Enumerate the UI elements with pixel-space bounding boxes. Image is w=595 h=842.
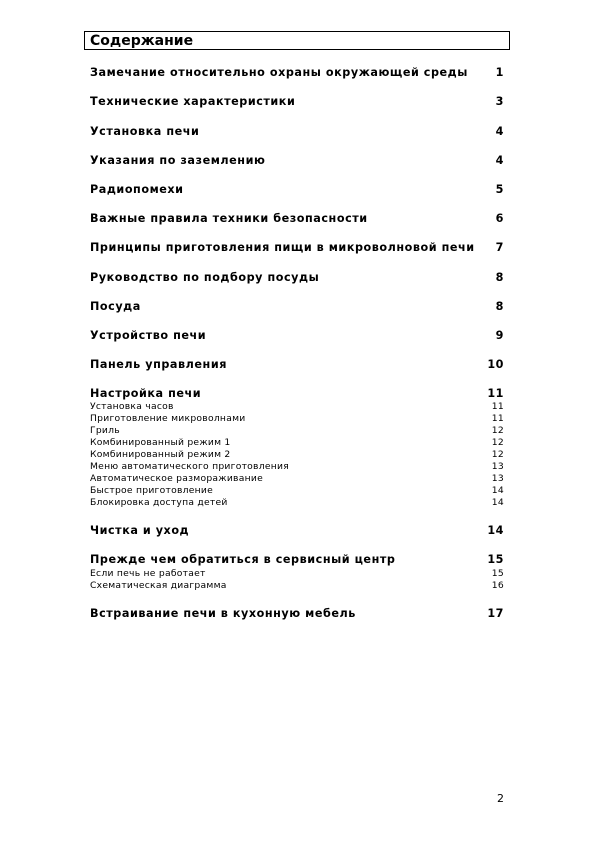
toc-entry-page: 15 <box>491 568 504 579</box>
toc-entry-page: 4 <box>495 125 504 138</box>
toc-entry-page: 16 <box>491 580 504 591</box>
toc-entry-page: 11 <box>491 413 504 424</box>
toc-entry-page: 11 <box>491 401 504 412</box>
toc-entry-page: 8 <box>495 271 504 284</box>
toc-entry-page: 15 <box>487 553 504 566</box>
toc-entry-label: Меню автоматического приготовления <box>90 461 289 472</box>
toc-entry-page: 9 <box>495 329 504 342</box>
toc-entry-page: 5 <box>495 183 504 196</box>
toc-entry-label: Гриль <box>90 425 120 436</box>
toc-entry-page: 17 <box>487 607 504 620</box>
toc-entry-page: 4 <box>495 154 504 167</box>
toc-entry-page: 7 <box>495 241 504 254</box>
toc-entry-label: Схематическая диаграмма <box>90 580 227 591</box>
toc-entry-label: Настройка печи <box>90 387 202 400</box>
toc-entry-page: 14 <box>491 485 504 496</box>
toc-entry-page: 12 <box>491 425 504 436</box>
toc-entry-page: 3 <box>495 95 504 108</box>
toc-entry-label: Установка часов <box>90 401 174 412</box>
toc-entry-label: Руководство по подбору посуды <box>90 271 320 284</box>
toc-entry-page: 1 <box>495 66 504 79</box>
toc-entry-label: Технические характеристики <box>90 95 296 108</box>
toc-entry-label: Панель управления <box>90 358 227 371</box>
toc-entry-label: Замечание относительно охраны окружающей среды <box>90 66 468 79</box>
toc-entry-label: Автоматическое размораживание <box>90 473 263 484</box>
toc-title-box <box>84 31 510 50</box>
toc-entry-label: Важные правила техники безопасности <box>90 212 368 225</box>
toc-entry-label: Прежде чем обратиться в сервисный центр <box>90 553 396 566</box>
toc-title: Содержание <box>90 33 194 49</box>
toc-entry-page: 12 <box>491 437 504 448</box>
toc-entry-label: Указания по заземлению <box>90 154 266 167</box>
toc-entry-page: 14 <box>487 524 504 537</box>
toc-entry-label: Блокировка доступа детей <box>90 497 228 508</box>
toc-entry-label: Если печь не работает <box>90 568 206 579</box>
toc-entry-label: Устройство печи <box>90 329 207 342</box>
toc-entry-page: 13 <box>491 461 504 472</box>
toc-entry-label: Принципы приготовления пищи в микроволновой печи <box>90 241 475 254</box>
toc-entry-label: Комбинированный режим 1 <box>90 437 231 448</box>
toc-entry-page: 6 <box>495 212 504 225</box>
toc-entry-page: 12 <box>491 449 504 460</box>
toc-entry-label: Радиопомехи <box>90 183 184 196</box>
toc-entry-label: Приготовление микроволнами <box>90 413 246 424</box>
toc-entry-page: 10 <box>487 358 504 371</box>
toc-entry-label: Встраивание печи в кухонную мебель <box>90 607 356 620</box>
toc-entry-label: Установка печи <box>90 125 200 138</box>
toc-entry-label: Быстрое приготовление <box>90 485 214 496</box>
toc-entry-label: Посуда <box>90 300 141 313</box>
toc-entry-page: 8 <box>495 300 504 313</box>
toc-entry-page: 14 <box>491 497 504 508</box>
toc-entry-label: Чистка и уход <box>90 524 190 537</box>
toc-entry-page: 11 <box>487 387 504 400</box>
toc-entry-label: Комбинированный режим 2 <box>90 449 231 460</box>
toc-entry-page: 13 <box>491 473 504 484</box>
page-number: 2 <box>497 792 504 805</box>
